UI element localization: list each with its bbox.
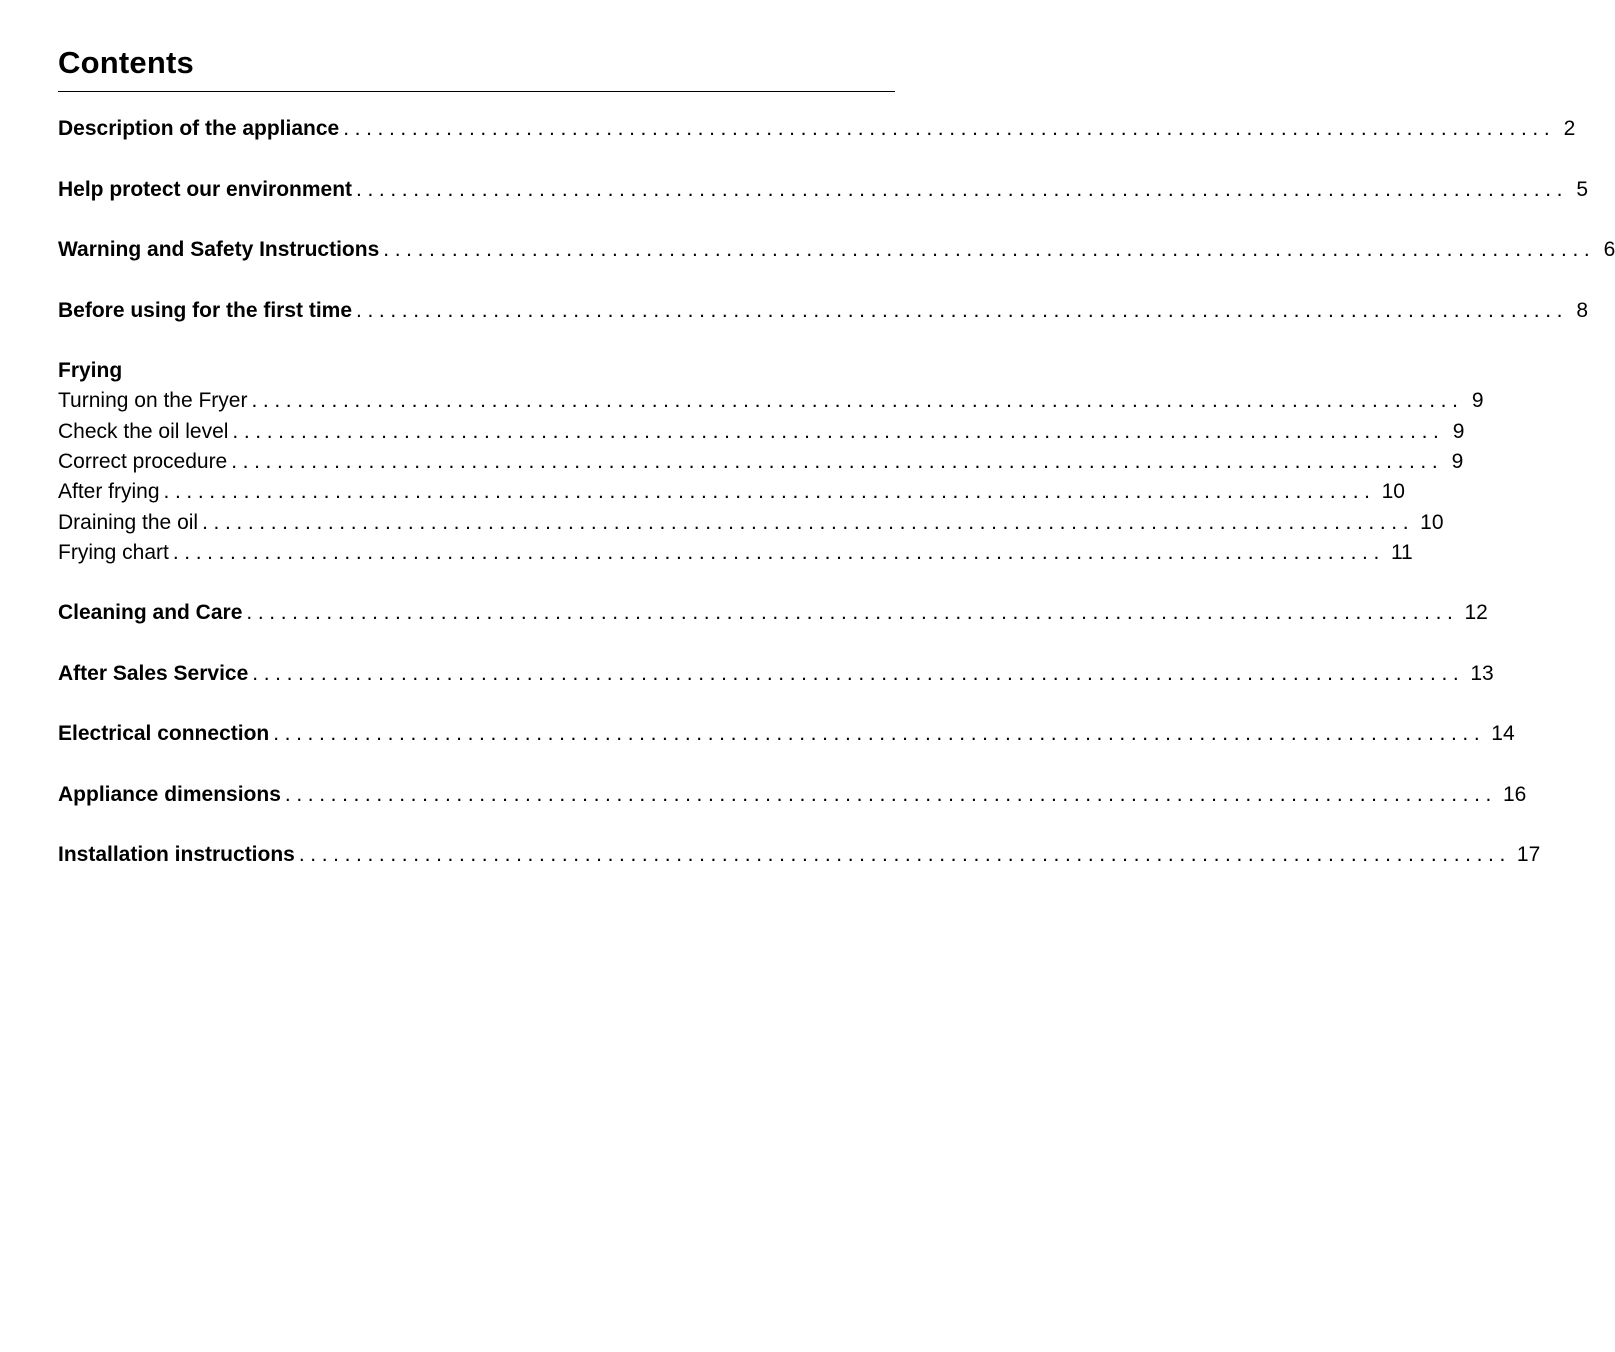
toc-entry-warning[interactable] xyxy=(58,235,1615,265)
toc-entry-label: Before using for the first time xyxy=(58,296,356,326)
toc-page-number: 11 xyxy=(1390,541,1413,564)
dot-leader: .......................................................................................................... xyxy=(273,722,1486,745)
toc-page-number: 5 xyxy=(1576,178,1589,201)
toc-entry-environment[interactable] xyxy=(58,175,1589,205)
toc-entry-installation[interactable] xyxy=(58,840,1541,870)
toc-entry-label: Appliance dimensions xyxy=(58,780,285,810)
toc-entry-dimensions[interactable] xyxy=(58,780,1527,810)
toc-page-number: 9 xyxy=(1451,450,1464,473)
dot-leader: .......................................................................................................... xyxy=(298,843,1511,866)
toc-page-number: 16 xyxy=(1502,783,1527,806)
toc-page-number: 10 xyxy=(1381,480,1405,503)
dot-leader: .......................................................................................................... xyxy=(246,601,1459,624)
toc-page-number: 8 xyxy=(1576,299,1589,322)
toc-entry-label: Check the oil level xyxy=(58,417,232,447)
dot-leader: .......................................................................................................... xyxy=(284,783,1497,806)
toc-page-number: 12 xyxy=(1464,601,1488,624)
page-title: Contents xyxy=(58,45,194,80)
toc-entry-label: Frying chart xyxy=(58,538,173,568)
toc-subentry[interactable] xyxy=(58,417,1465,447)
dot-leader: .......................................................................................................... xyxy=(202,511,1415,534)
toc-entry-label: Installation instructions xyxy=(58,840,299,870)
dot-leader: .......................................................................................................... xyxy=(251,389,1464,412)
dot-leader: .......................................................................................................... xyxy=(172,541,1385,564)
dot-leader: .......................................................................................................... xyxy=(356,178,1569,201)
toc-subentry[interactable] xyxy=(58,508,1444,538)
dot-leader: .......................................................................................................... xyxy=(163,480,1376,503)
toc-page-number: 14 xyxy=(1491,722,1515,745)
toc-page-number: 9 xyxy=(1452,420,1465,443)
toc-page-number: 6 xyxy=(1603,238,1615,261)
dot-leader: .......................................................................................................... xyxy=(232,420,1445,443)
toc-entry-label: Help protect our environment xyxy=(58,175,356,205)
toc-entry-label: Draining the oil xyxy=(58,508,202,538)
toc-entry-after-sales[interactable] xyxy=(58,659,1494,689)
dot-leader: .......................................................................................................... xyxy=(356,299,1569,322)
title-divider xyxy=(58,91,895,92)
toc-entry-label: After Sales Service xyxy=(58,659,252,689)
dot-leader: .......................................................................................................... xyxy=(231,450,1444,473)
dot-leader: .......................................................................................................... xyxy=(383,238,1596,261)
toc-page-number: 2 xyxy=(1563,117,1576,140)
dot-leader: .......................................................................................................... xyxy=(343,117,1556,140)
toc-entry-label: Correct procedure xyxy=(58,447,231,477)
toc-entry-cleaning[interactable] xyxy=(58,598,1488,628)
toc-entry-label: Warning and Safety Instructions xyxy=(58,235,383,265)
toc-subentry[interactable] xyxy=(58,538,1413,568)
toc-page-number: 9 xyxy=(1471,389,1484,412)
toc-entry-label: Description of the appliance xyxy=(58,114,343,144)
toc-entry-label: Turning on the Fryer xyxy=(58,386,251,416)
toc-page-number: 17 xyxy=(1516,843,1541,866)
toc-page-number: 10 xyxy=(1420,511,1444,534)
toc-entry-description[interactable] xyxy=(58,114,1576,144)
toc-subentry[interactable] xyxy=(58,477,1405,507)
toc-section-heading-frying: Frying xyxy=(58,359,123,382)
toc-subentry[interactable] xyxy=(58,386,1484,416)
toc-entry-electrical[interactable] xyxy=(58,719,1515,749)
toc-entry-label: After frying xyxy=(58,477,164,507)
toc-entry-before-first-use[interactable] xyxy=(58,296,1589,326)
toc-entry-label: Electrical connection xyxy=(58,719,273,749)
toc-subentry[interactable] xyxy=(58,447,1464,477)
toc-entry-label: Cleaning and Care xyxy=(58,598,246,628)
toc-page-number: 13 xyxy=(1470,662,1494,685)
dot-leader: .......................................................................................................... xyxy=(252,662,1465,685)
